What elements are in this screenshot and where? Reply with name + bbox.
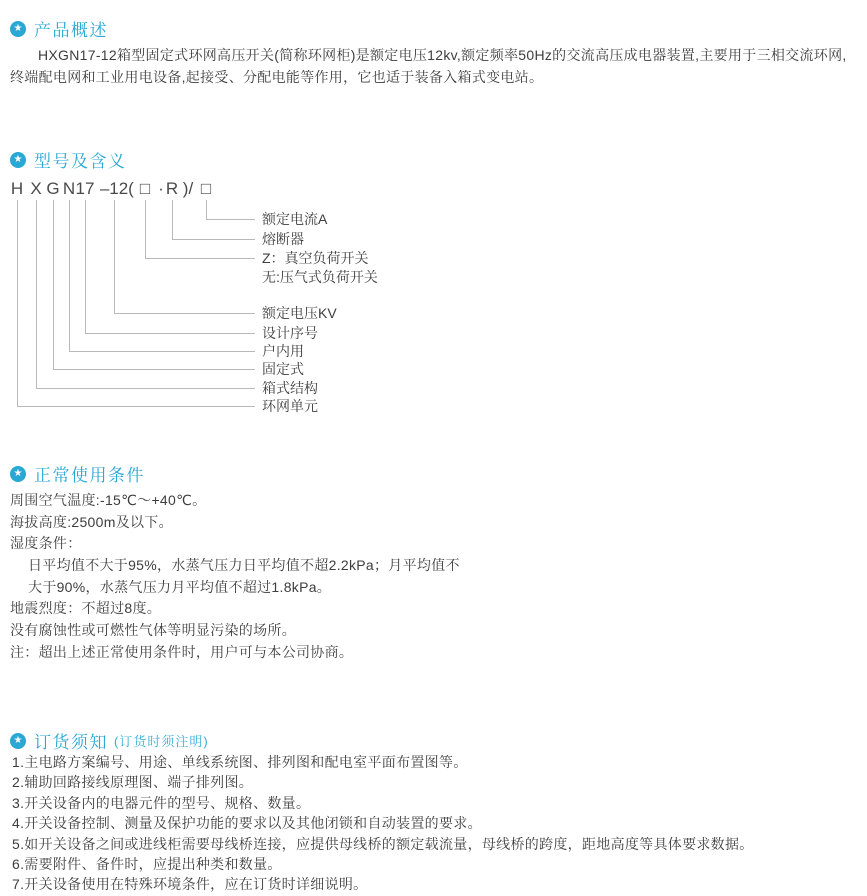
star-circle-icon: ★ xyxy=(10,733,26,749)
model-label: 环网单元 xyxy=(262,398,318,414)
model-label: 熔断器 xyxy=(262,231,304,247)
ordering-item: 6.需要附件、备件时，应提出种类和数量。 xyxy=(12,855,282,872)
overview-title: 产品概述 xyxy=(34,21,108,40)
model-part: □ xyxy=(200,179,212,198)
model-label: 额定电压KV xyxy=(262,305,337,321)
model-label: 设计序号 xyxy=(262,325,318,341)
condition-line: 没有腐蚀性或可燃性气体等明显污染的场所。 xyxy=(10,622,296,639)
connector-line xyxy=(146,200,256,259)
model-title: 型号及含义 xyxy=(34,152,127,171)
condition-line: 周围空气温度:-15℃～+40℃。 xyxy=(10,492,207,508)
star-circle-icon: ★ xyxy=(10,21,26,37)
star-circle-icon: ★ xyxy=(10,152,26,168)
condition-line: 湿度条件： xyxy=(10,535,82,552)
conditions-heading xyxy=(10,461,145,486)
model-part: )/ xyxy=(182,179,194,198)
ordering-item: 4.开关设备控制、测量及保护功能的要求以及其他闭锁和自动装置的要求。 xyxy=(12,815,482,832)
model-part: G xyxy=(46,179,60,198)
conditions-title: 正常使用条件 xyxy=(34,466,145,485)
model-connector-lines xyxy=(0,0,460,420)
condition-line: 地震烈度：不超过8度。 xyxy=(10,600,162,617)
connector-line xyxy=(207,200,256,220)
model-label: 额定电流A xyxy=(262,211,328,227)
ordering-item: 7.开关设备使用在特殊环境条件，应在订货时详细说明。 xyxy=(12,876,368,893)
model-part: –12 xyxy=(99,179,129,198)
model-label: Z：真空负荷开关 xyxy=(262,250,369,266)
conditions-list xyxy=(10,490,460,664)
model-part: R xyxy=(165,179,179,198)
model-part: H xyxy=(10,179,24,198)
ordering-item: 1.主电路方案编号、用途、单线系统图、排列图和配电室平面布置图等。 xyxy=(12,754,468,770)
model-label: 无:压气式负荷开关 xyxy=(262,269,378,285)
ordering-subtitle: (订货时须注明) xyxy=(114,734,209,749)
connector-line xyxy=(115,200,256,314)
connector-line xyxy=(54,200,256,370)
condition-line: 海拔高度:2500m及以下。 xyxy=(10,513,173,530)
star-circle-icon: ★ xyxy=(10,466,26,482)
connector-line xyxy=(70,200,256,352)
condition-line: 日平均值不大于95%，水蒸气压力日平均值不超2.2kPa；月平均值不 xyxy=(28,557,460,574)
model-label: 户内用 xyxy=(262,343,304,359)
ordering-item: 2.辅助回路接线原理图、端子排列图。 xyxy=(12,774,254,791)
model-label: 固定式 xyxy=(262,361,304,377)
overview-paragraph: HXGN17-12箱型固定式环网高压开关(简称环网柜)是额定电压12kv,额定频率50Hz的交流高压成电器装置,主要用于三相交流环网,终端配电网和工业用电设备,起接受、分配电能等作用，它也适于装备入箱式变电站。 xyxy=(10,47,847,85)
model-part: N xyxy=(62,179,76,198)
ordering-item: 5.如开关设备之间或进线柜需要母线桥连接，应提供母线桥的额定载流量，母线桥的跨度，距地高度等具体要求数据。 xyxy=(12,835,754,852)
model-part: □ xyxy=(139,179,151,198)
model-label: 箱式结构 xyxy=(262,380,318,396)
ordering-title: 订货须知 xyxy=(34,733,108,752)
condition-line: 注：超出上述正常使用条件时，用户可与本公司协商。 xyxy=(10,643,354,660)
model-part: X xyxy=(30,179,42,198)
model-part: · xyxy=(158,179,164,198)
model-part: ( xyxy=(128,179,134,198)
condition-line: 大于90%，水蒸气压力月平均值不超过1.8kPa。 xyxy=(28,578,332,595)
ordering-item: 3.开关设备内的电器元件的型号、规格、数量。 xyxy=(12,794,311,811)
ordering-heading xyxy=(10,728,209,753)
ordering-list xyxy=(12,752,754,895)
model-part: 17 xyxy=(75,179,95,198)
model-diagram xyxy=(0,0,867,430)
